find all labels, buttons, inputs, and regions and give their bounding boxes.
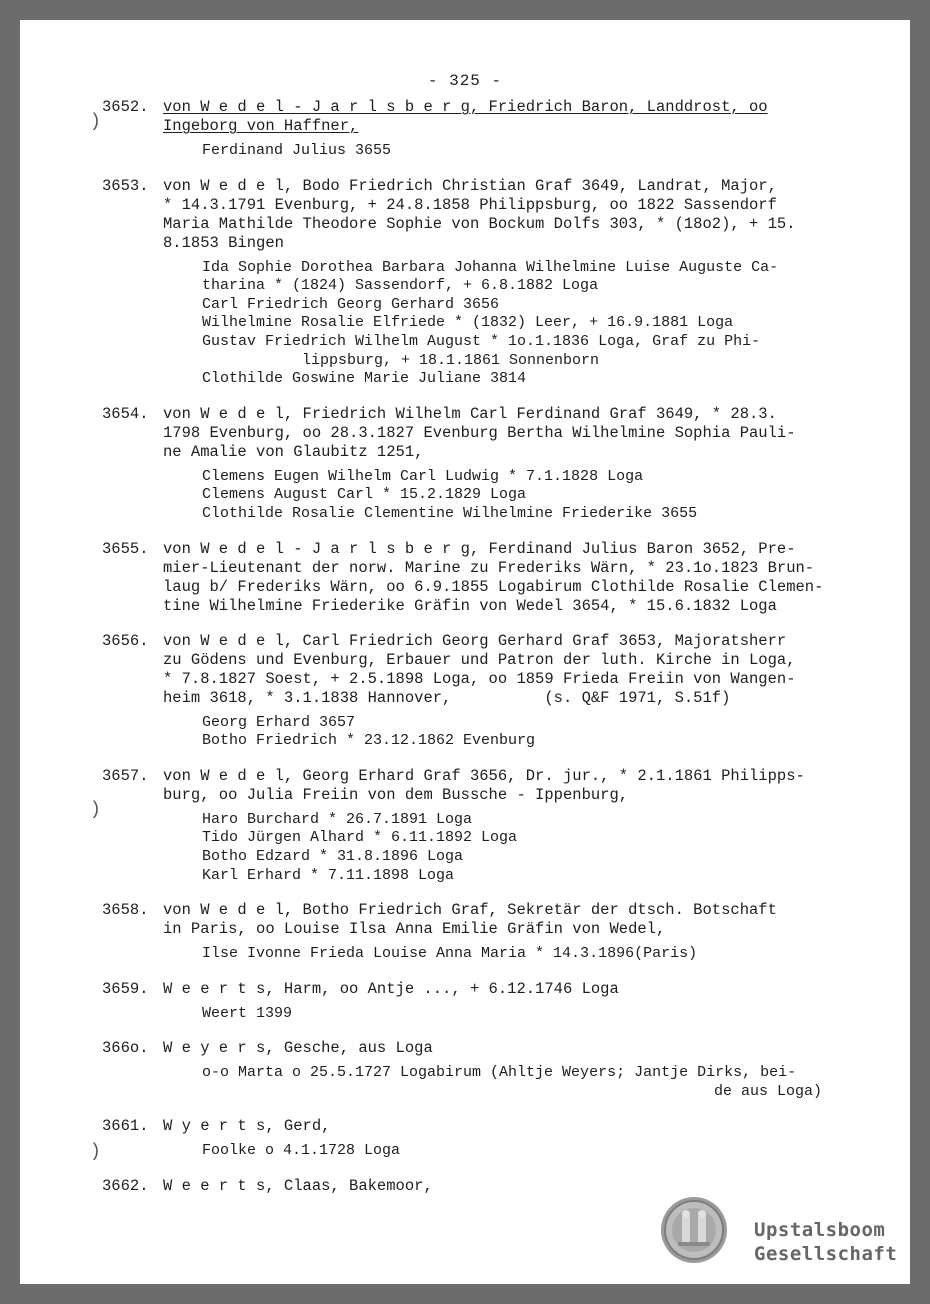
entry-line: von W e d e l - J a r l s b e r g, Ferdinand Julius Baron 3652, Pre- — [163, 539, 796, 558]
entry-3653 — [102, 177, 882, 389]
child-line: de aus Loga) — [713, 1082, 822, 1100]
entry-line: Maria Mathilde Theodore Sophie von Bockum Dolfs 303, * (18o2), + 15. — [163, 214, 796, 233]
genealogy-entries — [102, 98, 882, 1212]
entry-line: von W e d e l, Friedrich Wilhelm Carl Ferdinand Graf 3649, * 28.3. — [163, 404, 777, 423]
entry-line: von W e d e l, Carl Friedrich Georg Gerhard Graf 3653, Majoratsherr — [163, 631, 787, 650]
logo-line-2: Gesellschaft — [754, 1243, 898, 1265]
entry-number: 3655. — [102, 539, 149, 558]
child-line: Ferdinand Julius 3655 — [202, 142, 392, 159]
child-line: Karl Erhard * 7.11.1898 Loga — [202, 866, 455, 884]
child-line: Ilse Ivonne Frieda Louise Anna Maria * 14.3.1896(Paris) — [202, 945, 698, 963]
entry-line: von W e d e l, Georg Erhard Graf 3656, Dr. jur., * 2.1.1861 Philipps- — [163, 766, 805, 785]
entry-line: * 14.3.1791 Evenburg, + 24.8.1858 Philippsburg, oo 1822 Sassendorf — [163, 195, 777, 214]
entry-3660 — [102, 1039, 882, 1101]
entry-3652 — [102, 98, 882, 161]
entry-line: tine Wilhelmine Friederike Gräfin von Wedel 3654, * 15.6.1832 Loga — [163, 596, 777, 615]
entry-number: 3654. — [102, 404, 149, 423]
entry-3659 — [102, 980, 882, 1024]
entry-line: laug b/ Frederiks Wärn, oo 6.9.1855 Logabirum Clothilde Rosalie Clemen- — [163, 577, 824, 596]
child-line: Clothilde Goswine Marie Juliane 3814 — [202, 370, 527, 388]
child-line: Tido Jürgen Alhard * 6.11.1892 Loga — [202, 829, 518, 847]
entry-line: 8.1853 Bingen — [163, 233, 284, 252]
child-line: Clemens Eugen Wilhelm Carl Ludwig * 7.1.1828 Loga — [202, 467, 644, 485]
entry-line: von W e d e l - J a r l s b e r g, Friedrich Baron, Landdrost, oo — [163, 98, 768, 116]
entry-number: 3659. — [102, 979, 149, 998]
entry-number: 3656. — [102, 631, 149, 650]
page-number: - 325 - — [427, 72, 503, 90]
entry-line: von W e d e l, Botho Friedrich Graf, Sekretär der dtsch. Botschaft — [163, 901, 777, 920]
entry-3662 — [102, 1177, 882, 1196]
entry-number: 3657. — [102, 766, 149, 785]
entry-line: burg, oo Julia Freiin von dem Bussche - Ippenburg, — [163, 785, 629, 804]
entry-line: ne Amalie von Glaubitz 1251, — [163, 442, 424, 461]
upstalsboom-seal-icon — [660, 1196, 728, 1264]
margin-bracket-mark: ) — [90, 800, 101, 820]
entry-line: mier-Lieutenant der norw. Marine zu Frederiks Wärn, * 23.1o.1823 Brun- — [163, 558, 815, 577]
entry-line: von W e d e l, Bodo Friedrich Christian Graf 3649, Landrat, Major, — [163, 176, 777, 195]
entry-line: zu Gödens und Evenburg, Erbauer und Patron der luth. Kirche in Loga, — [163, 650, 796, 669]
entry-line: in Paris, oo Louise Ilsa Anna Emilie Gräfin von Wedel, — [163, 920, 666, 939]
entry-line: W e e r t s, Claas, Bakemoor, — [163, 1177, 433, 1196]
child-line: Ida Sophie Dorothea Barbara Johanna Wilhelmine Luise Auguste Ca- — [202, 258, 779, 276]
entry-number: 3658. — [102, 901, 149, 920]
entry-number: 366o. — [102, 1039, 149, 1058]
entry-3658 — [102, 901, 882, 964]
margin-bracket-mark: ) — [90, 1142, 101, 1162]
entry-3654 — [102, 405, 882, 524]
child-line: tharina * (1824) Sassendorf, + 6.8.1882 Loga — [202, 277, 599, 295]
entry-line: W e e r t s, Harm, oo Antje ..., + 6.12.1746 Loga — [163, 979, 619, 998]
child-line: Haro Burchard * 26.7.1891 Loga — [202, 810, 473, 828]
entry-line: Ingeborg von Haffner, — [163, 117, 359, 135]
entry-3657 — [102, 767, 882, 885]
entry-line: W e y e r s, Gesche, aus Loga — [163, 1039, 433, 1058]
child-line: Botho Edzard * 31.8.1896 Loga — [202, 847, 464, 865]
entry-3655 — [102, 540, 882, 616]
child-line: Botho Friedrich * 23.12.1862 Evenburg — [202, 732, 536, 750]
entry-3656 — [102, 632, 882, 751]
entry-line: heim 3618, * 3.1.1838 Hannover, (s. Q&F 1971, S.51f) — [163, 688, 731, 707]
entry-number: 3662. — [102, 1177, 149, 1196]
entry-number: 3653. — [102, 176, 149, 195]
child-line: lippsburg, + 18.1.1861 Sonnenborn — [302, 351, 600, 369]
logo-line-1: Upstalsboom — [754, 1219, 886, 1241]
child-line: Clothilde Rosalie Clementine Wilhelmine Friederike 3655 — [202, 504, 698, 522]
publisher-logo-text — [754, 1218, 897, 1266]
document-page — [20, 20, 910, 1284]
margin-bracket-mark: ) — [90, 112, 101, 132]
child-line: Gustav Friedrich Wilhelm August * 1o.1.1836 Loga, Graf zu Phi- — [202, 332, 761, 350]
child-line: Carl Friedrich Georg Gerhard 3656 — [202, 295, 500, 313]
child-line: o-o Marta o 25.5.1727 Logabirum (Ahltje Weyers; Jantje Dirks, bei- — [202, 1064, 797, 1082]
entry-number: 3661. — [102, 1117, 149, 1136]
entry-line: 1798 Evenburg, oo 28.3.1827 Evenburg Bertha Wilhelmine Sophia Pauli- — [163, 423, 796, 442]
entry-line: * 7.8.1827 Soest, + 2.5.1898 Loga, oo 1859 Frieda Freiin von Wangen- — [163, 669, 796, 688]
entry-3661 — [102, 1117, 882, 1161]
child-line: Wilhelmine Rosalie Elfriede * (1832) Leer, + 16.9.1881 Loga — [202, 314, 734, 332]
child-line: Georg Erhard 3657 — [202, 713, 356, 731]
child-line: Foolke o 4.1.1728 Loga — [202, 1142, 401, 1160]
entry-number: 3652. — [102, 98, 149, 116]
child-line: Weert 1399 — [202, 1004, 293, 1022]
child-line: Clemens August Carl * 15.2.1829 Loga — [202, 486, 527, 504]
entry-line: W y e r t s, Gerd, — [163, 1117, 331, 1136]
